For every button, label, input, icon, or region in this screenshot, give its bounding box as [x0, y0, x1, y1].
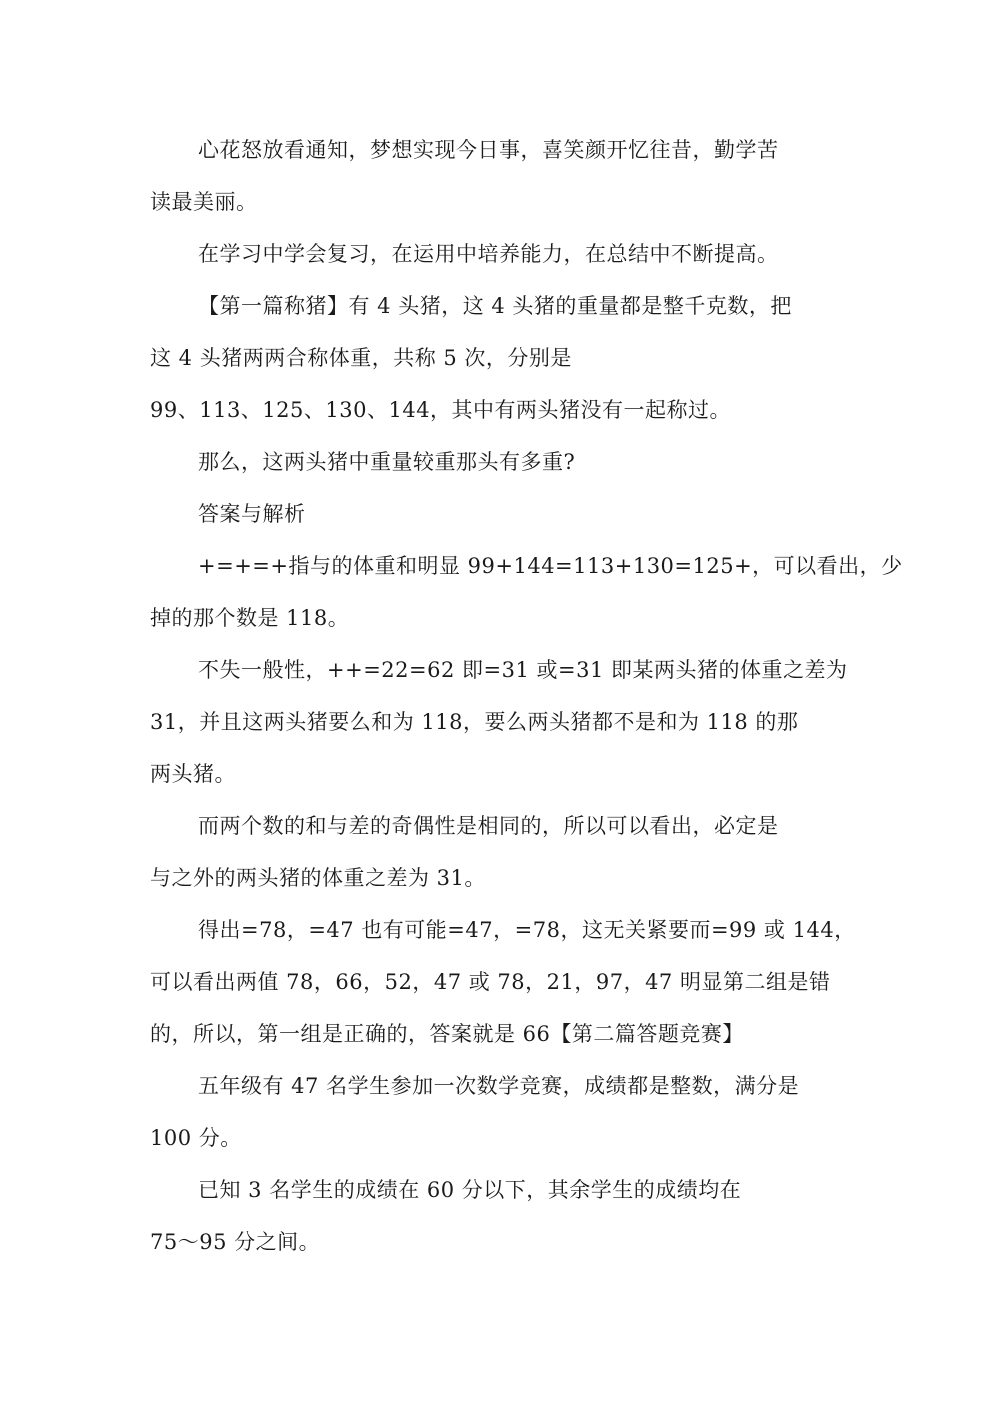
text-line: 可以看出两值 78，66，52，47 或 78，21，97，47 明显第二组是错	[150, 970, 831, 994]
text-line: 五年级有 47 名学生参加一次数学竞赛，成绩都是整数，满分是	[198, 1074, 800, 1098]
paragraph-problem-two	[150, 1060, 840, 1164]
paragraph-study-tip	[150, 228, 840, 280]
text-line: 读最美丽。	[150, 190, 258, 214]
text-line: 得出=78，=47 也有可能=47，=78，这无关紧要而=99 或 144，	[198, 918, 856, 942]
document-body	[150, 124, 903, 1268]
text-line: 这 4 头猪两两合称体重，共称 5 次，分别是	[150, 346, 572, 370]
paragraph-solution-1	[150, 540, 903, 644]
text-line: 答案与解析	[198, 502, 306, 526]
text-line: 已知 3 名学生的成绩在 60 分以下，其余学生的成绩均在	[198, 1178, 742, 1202]
text-line: 的，所以，第一组是正确的，答案就是 66【第二篇答题竞赛】	[150, 1022, 744, 1046]
text-line: +=+=+指与的体重和明显 99+144=113+130=125+，可以看出，少	[198, 554, 903, 578]
text-line: 75～95 分之间。	[150, 1230, 321, 1254]
paragraph-problem-two-detail	[150, 1164, 840, 1268]
paragraph-problem-one	[150, 280, 840, 436]
text-line: 31，并且这两头猪要么和为 118，要么两头猪都不是和为 118 的那	[150, 710, 799, 734]
text-line: 掉的那个数是 118。	[150, 606, 350, 630]
paragraph-poem	[150, 124, 840, 228]
paragraph-question	[150, 436, 840, 488]
text-line: 100 分。	[150, 1126, 242, 1150]
text-line: 在学习中学会复习，在运用中培养能力，在总结中不断提高。	[198, 242, 779, 266]
paragraph-solution-2	[150, 644, 848, 800]
text-line: 而两个数的和与差的奇偶性是相同的，所以可以看出，必定是	[198, 814, 779, 838]
paragraph-solution-3	[150, 800, 840, 904]
text-line: 两头猪。	[150, 762, 236, 786]
text-line: 【第一篇称猪】有 4 头猪，这 4 头猪的重量都是整千克数，把	[198, 294, 792, 318]
text-line: 与之外的两头猪的体重之差为 31。	[150, 866, 486, 890]
text-line: 那么，这两头猪中重量较重那头有多重?	[198, 450, 576, 474]
paragraph-solution-4	[150, 904, 856, 1060]
text-line: 不失一般性，++=22=62 即=31 或=31 即某两头猪的体重之差为	[198, 658, 848, 682]
text-line: 心花怒放看通知，梦想实现今日事，喜笑颜开忆往昔，勤学苦	[198, 138, 779, 162]
text-line: 99、113、125、130、144，其中有两头猪没有一起称过。	[150, 398, 732, 422]
paragraph-answer-heading	[150, 488, 840, 540]
